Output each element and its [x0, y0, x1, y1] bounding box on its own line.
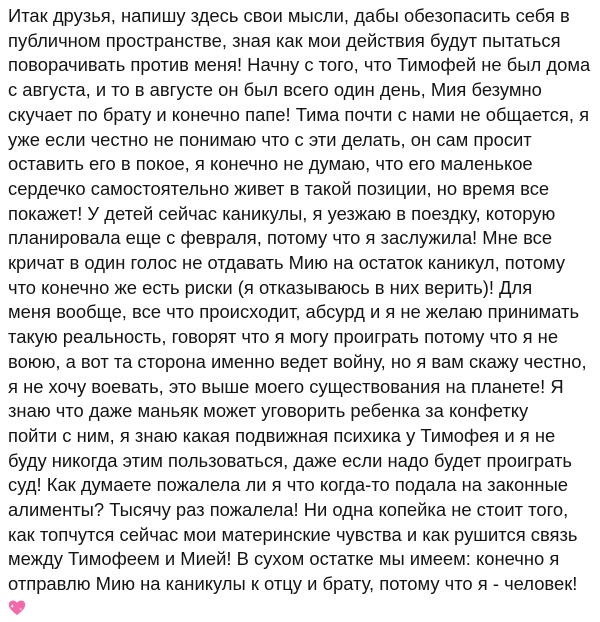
post-line: что конечно же есть риски (я отказываюсь в них верить)! Для	[8, 276, 533, 298]
post-line: поворачивать против меня! Начну с того, что Тимофей не был дома	[8, 54, 591, 76]
post-line: Итак друзья, напишу здесь свои мысли, дабы обезопасить себя в	[8, 5, 570, 26]
post-line: скучает по брату и конечно папе! Тима почти с нами не общается, я	[8, 103, 590, 125]
post-line: меня вообще, все что происходит, абсурд и я не желаю принимать	[8, 301, 580, 323]
post-line: суд! Как думаете пожалела ли я что когда-то подала на законные	[8, 474, 569, 496]
post-line: пойти с ним, я знаю какая подвижная психика у Тимофея и я не	[8, 424, 556, 446]
emoji-line	[8, 597, 598, 622]
post-line: отправлю Мию на каникулы к отцу и брату, потому что я - человек!	[8, 573, 578, 595]
sparkling-heart-icon	[8, 599, 26, 617]
post-line: я не хочу воевать, это выше моего существования на планете! Я	[8, 375, 564, 397]
post-line: сердечко самостоятельно живет в такой позиции, но время все	[8, 177, 550, 199]
post-line: алименты? Тысячу раз пожалела! Ни одна копейка не стоит того,	[8, 499, 569, 521]
post-line: оставить его в покое, я конечно не думаю, что его маленькое	[8, 153, 533, 175]
post-line: воюю, а вот та сторона именно ведет войну, но я вам скажу честно,	[8, 350, 587, 372]
post-line: планировала еще с февраля, потому что я заслужила! Мне все	[8, 227, 553, 249]
post-line: между Тимофеем и Мией! В сухом остатке мы имеем: конечно я	[8, 548, 560, 570]
post-line: кричат в один голос не отдавать Мию на остаток каникул, потому	[8, 252, 566, 274]
post-line: как топчутся сейчас мои материнские чувства и как рушится связь	[8, 523, 578, 545]
post-text	[8, 4, 598, 622]
post-line: публичном пространстве, зная как мои действия будут пытаться	[8, 29, 561, 51]
post-line: с августа, и то в августе он был всего один день, Мия безумно	[8, 79, 542, 101]
post-line: покажет! У детей сейчас каникулы, я уезжаю в поездку, которую	[8, 202, 556, 224]
post-line: такую реальность, говорят что я могу проиграть потому что я не	[8, 326, 559, 348]
post-line: уже если честно не понимаю что с эти делать, он сам просит	[8, 128, 532, 150]
post-line: знаю что даже маньяк может уговорить ребенка за конфетку	[8, 400, 529, 422]
post-line: буду никогда этим пользоваться, даже если надо будет проиграть	[8, 449, 572, 471]
